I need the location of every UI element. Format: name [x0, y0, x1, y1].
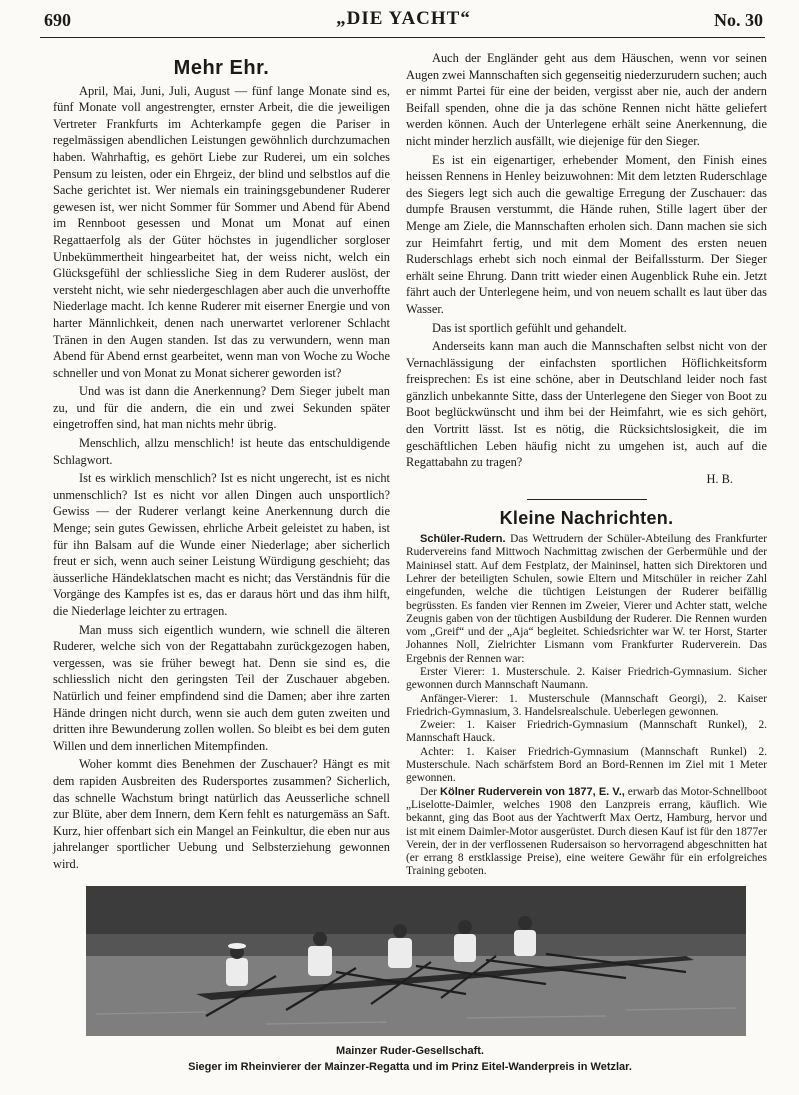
photo-caption-title: Mainzer Ruder-Gesellschaft. [336, 1045, 484, 1057]
news-section [406, 533, 767, 879]
news-item-lead: Der [420, 785, 438, 798]
rowing-photo [86, 886, 746, 1036]
article-paragraph: Auch der Engländer geht aus dem Häuschen, wenn vor seinen Augen zwei Mannschaften sich gegenseitig niederzurudern suchen; auch er nimmt Partei für eine der beiden, vergisst aber nie, auch der andern Beifall spenden, ohne die ja das schöne Rennen nicht hätte geliefert werden können. Auch der Unterlegene erhält seine Anerkennung, die nicht minder herzlich ausfällt, wie diejenige für den Sieger. [406, 51, 767, 148]
masthead: „DIE YACHT“ [336, 8, 471, 29]
news-result: Anfänger-Vierer: 1. Musterschule (Mannschaft Georgi), 2. Kaiser Friedrich-Gymnasium, 3. Handelsrealschule. Ueberlegen gewonnen. [406, 692, 767, 718]
section-divider [527, 499, 647, 500]
news-item-text: Das Wettrudern der Schüler-Abteilung des Frankfurter Rudervereins fand Mittwoch Nachmittag zwischen der Gerbermühle und der Mainінsel statt. Auf dem Festplatz, der Maininsel, hatten sich Direktoren und Lehrer der beteiligten Schulen, sowie Eltern und Mitschüler in reicher Zahl eingefunden, welche die tüchtigen Leistungen der Ruderer beifällig begrüssten. Es fanden vier Rennen im Zweier, Vierer und Achter statt, welche Zeugnis gaben von der tüchtigen Ausbildung der Ruderer. Die Rennen wurden vom „Greif“ und der „Aja“ begleitet. Schiedsrichter war W. ter Horst, Starter Johannes Noll, Zielrichter Lismann vom Frankfurter Ruderverein. Das Ergebnis der Rennen war: [406, 533, 767, 665]
article-paragraph: Woher kommt dies Benehmen der Zuschauer? Hängt es mit dem rapiden Ausbreiten des Rudersportes zusammen? Sicherlich, das schnelle Wachstum bringt natürlich das Aeusserliche schnell zur Blüte, aber dem Innern, dem Kern fehlt es naturgemäss an Saft. Kurz, hier offenbart sich ein Mangel an Feinkultur, die eben nur aus jahrelanger sportlicher Uebung und Selbsterziehung gewonnen wird. [53, 757, 390, 871]
article-paragraph: Menschlich, allzu menschlich! ist heute das entschuldigende Schlagwort. [53, 436, 390, 467]
article-paragraph: Ist es wirklich menschlich? Ist es nicht ungerecht, ist es nicht unmenschlich? Ist es nicht vor allen Dingen auch unsportlich? Gewiss — der Ruderer verlangt keine Anerkennung durch die Menge; sein gutes Gewissen, ehrliche Arbeit geleistet zu haben, ist für ihn Balsam auf die Wunde einer Niederlage; aber sicherlich freut er sich, wenn auch seiner Leistung Würdigung geschieht; das äusserliche Händeklatschen macht es nicht; das Verständnis für die Vorgänge des Kampfes ist es, das er daraus hört und das ihm hilft, die Niederlage leichter zu ertragen. [53, 471, 390, 618]
article-paragraph: Das ist sportlich gefühlt und gehandelt. [432, 320, 627, 335]
news-result: Zweier: 1. Kaiser Friedrich-Gymnasium (Mannschaft Runkel), 2. Mannschaft Hauck. [406, 719, 767, 745]
article-paragraph: Man muss sich eigentlich wundern, wie schnell die älteren Ruderer, welche sich von der Regattabahn zurückgezogen haben, vergessen, was sie früher bewegt hat. Denn sie sind es, die schliesslich nicht den geringsten Teil der Zuschauer abgeben. Natürlich und feiner empfindend sind die Damen; aber ihre zarten Hände dringen nicht durch, wenn sie auch dem guten zweiten und dritten ihre Bewunderung zollen wollen. So bleibt es bei dem guten Willen und dem innerlichen Mitempfinden. [53, 622, 390, 753]
left-column [53, 50, 390, 875]
header-rule [40, 37, 765, 38]
news-result: Erster Vierer: 1. Musterschule. 2. Kaiser Friedrich-Gymnasium. Sicher gewonnen durch Mannschaft Naumann. [406, 666, 767, 692]
page-header [44, 8, 763, 34]
article-signature: H. B. [706, 471, 733, 486]
news-result: Achter: 1. Kaiser Friedrich-Gymnasium (Mannschaft Runkel) 2. Musterschule. Nach schärfstem Bord an Bord-Rennen im Ziel mit 1 Meter gewonnen. [406, 745, 767, 785]
page-number: 690 [44, 10, 71, 30]
issue-number: No. 30 [714, 10, 763, 30]
news-item-text: erwarb das Motor-Schnellboot „Liselotte-Daimler, welches 1908 den Lanzpreis errang, käuflich. Wie bekannt, ging das Boot aus der Yachtwerft Max Oertz, Hamburg, hervor und ist mit einem Daimler-Motor ausgerüstet. Durch diesen Kauf ist für den 1877er Verein, der in der verflossenen Rudersaison so hervorragend abgeschnitten hat (er errang 8 erstklassige Preise), eine weitere Gewähr für ein erfolgreiches Training geboten. [406, 785, 768, 878]
news-title: Kleine Nachrichten. [499, 508, 674, 529]
article-title: Mehr Ehr. [173, 57, 270, 79]
rowing-crew-illustration [86, 886, 746, 1036]
news-item-label: Schüler-Rudern. [420, 533, 506, 546]
article-paragraph: Anderseits kann man auch die Mannschaften selbst nicht von der Vernachlässigung der einfachsten sportlichen Höflichkeitsform freisprechen: Es ist eine schöne, aber in Deutschland leider noch fast gänzlich unbekannte Sitte, dass der Unterlegene den Sieger von Boot zu Boot beglückwünscht und ihm bei der Heimfahrt, wie es sich gehört, den Vortritt lässt. Ist es nötig, die Rücksichtslosigkeit, die im geschäftlichen Leben häufig nicht zu umgehen ist, auch auf die Regattabahn zu tragen? [406, 339, 767, 470]
news-item-koelner [406, 786, 767, 879]
news-item-label: Kölner Ruderverein von 1877, E. V., [440, 785, 625, 798]
right-column [406, 50, 767, 879]
article-paragraph: April, Mai, Juni, Juli, August — fünf lange Monate sind es, fünf Monate voll angestrengter, ernster Arbeit, die die jeweiligen Vertreter Frankfurts im Achterkampfe gegen die Pariser in regelmässigen abendlichen Leistungen gewöhnlich durchzumachen haben. Wahrhaftig, es gehört Liebe zur Ruderei, um ein solches Pensum zu leisten, oder ein Ehrgeiz, der blind und selbstlos auf die Sache gerichtet ist. Wer niemals ein trainingsgebundener Ruderer gewesen ist, wer nicht Sommer für Sommer und Abend für Abend im Rennboot gesessen und Monat um Monat auf einen Regattaerfolg als der Güter höchstes in jugendlicher sorgloser Unbekümmertheit hingearbeitet hat, der weiss nicht, welch ein Glücksgefühl der schliessliche Sieg in dem Ruderer auslöst, der versteht nicht, wie sehr niedergeschlagen aber auch die unverhoffte Niederlage macht. Ich kenne Ruderer mit eiserner Energie und von harter Männlichkeit, denen nach unerwartet verlorener Schlacht Tränen in den Augen standen. Ist das zu verwundern, wenn man Abend für Abend ernst gearbeitet, wenn man von Woche zu Woche schneller und von Monat zu Monat sicherer geworden ist? [53, 83, 390, 380]
photo-caption-text: Sieger im Rheinvierer der Mainzer-Regatta und im Prinz Eitel-Wanderpreis in Wetzlar. [188, 1061, 632, 1073]
article-paragraph: Es ist ein eigenartiger, erhebender Moment, den Finish eines heissen Rennens in Henley beizuwohnen: Mit dem letzten Ruderschlage des Siegers legt sich auch die gewaltige Erregung der Zuschauer: das dumpfe Brausen verstummt, die Hände ruhen, Stille lagert über der Menge am Ziele, die Mannschaften erholen sich. Dann machen sie sich zur Heimfahrt fertig, und mit dem Moment des ersten neuen Ruderschlags erhebt sich noch einmal der Beifallssturm. Der Sieger erhält seine Ehrung. Dann tritt wieder einen Augenblick Ruhe ein. Jetzt fährt auch der Unterlegene heim, und von neuem schallt es laut über das Wasser. [406, 152, 767, 316]
news-item-schuelerrudern [406, 533, 767, 666]
article-paragraph: Und was ist dann die Anerkennung? Dem Sieger jubelt man zu, und für die andern, die ein und zwei Sekunden später eingetroffen sind, hat man nichts mehr übrig. [53, 384, 390, 432]
